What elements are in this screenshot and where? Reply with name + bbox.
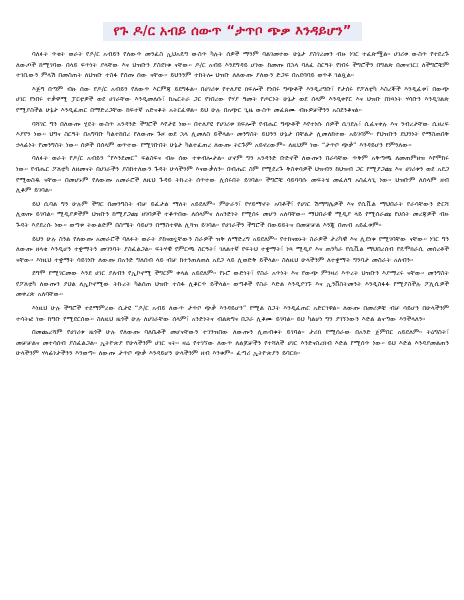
paragraph: ባሻገር ግን በለውጡ ሂደት ውስጥ አንዳንድ ችግሮች እየታዩ ነው። በተለያዩ የሀገሪቱ ክፍሎች የብሔር ግጭቶች እየተነሱ ሰዎች ሲገደሉ፣ ሲፈናቀሉ እና ንብረታቸው ሲዘረፍ እያየን ነው። ህግና ስርዓት በአግባቡ ካልተከበረ የለውጡ ጉዞ ወደ ኋላ ሊመለስ ይችላል። መንግስት ይህንን ሁኔታ በቸልታ ሊመለከተው አይገባም። የህዝቡን ደህንነት የማስጠበቅ ኃላፊነት የመንግስት ነው። ሰዎች በሰላም ወጥተው የሚገቡበት ሁኔታ ካልተፈጠረ ለውጡ ትርጉም አይኖረውም። ለዚህም ነው “ታጥቦ ጭቃ” እንዳይሆን የምንለው። (16, 119, 449, 149)
article-title: የጉ ዶ/ር አብይ ሰውጥ “ታጥቦ ጭቃ እንዳይሆን” (103, 22, 361, 41)
title-bar (16, 20, 449, 41)
paragraph: ደግሞ የሚገርመው እንደ ሀገር ያለብን የኢኮኖሚ ችግርም ቀላል አይደለም። የኑሮ ውድነት፣ የስራ አጥነት እና የውጭ ምንዛሪ እጥረት ህዝቡን እያማረሩ ናቸው። መንግስት የፖለቲካ ለውጡን ያህል ለኢኮኖሚው ትኩረት ካልሰጠ ህዝቡ ተስፋ ሊቆርጥ ይችላል። ወጣቶች የስራ እድል እንዲያገኙ እና ኢንቨስትመንት እንዲስፋፋ የሚያስችሉ ፖሊሲዎች መቀረጽ አለባቸው። (16, 269, 449, 299)
paragraph: ባለፉት ወራት የዶ/ር አብይን “የእንደመር” ፍልስፍና ብዙ ሰው ተቀብሎታል። ሆኖም ግን አንዳንድ ቡድኖች ለውጡን በራሳቸው ጥቅም አቅጣጫ ለመጠምዘዝ እየሞከሩ ነው። የብሔር ፖለቲካ ለዘመናት በሀገራችን ያስከተለውን ጉዳት ሁላችንም እናውቃለን። በብሔር ስም የሚደረጉ ቅስቀሳዎች ህዝብን ከህዝብ ጋር የሚያጋጩ እና ሀገሪቱን ወደ አደጋ የሚወስዱ ናቸው። በመሆኑም የለውጡ አመራሮች ለዚህ ጉዳይ ትኩረት ሰጥተው ሊሰሩበት ይገባል። ችግሮቹ ሳይባባሱ መፍትሄ መፈለግ አስፈላጊ ነው። ህዝቡም ለሰላም ዘብ ሊቆም ይገባል። (16, 154, 449, 195)
paragraph: እነዚህ ሁሉ ችግሮች ተደማምረው ሲታዩ “ዶ/ር አብይ ለውጥ ታጥቦ ጭቃ እንዳይሆን” የሚል ስጋት እንዲፈጠር አድርገዋል። ለውጡ በመሪዎቹ ብቻ ሳይሆን በሁላችንም ተሳትፎ ነው ከግቡ የሚደርሰው። ስለዚህ ዜጎች ሁሉ ለሀገራቸው ሰላም፣ አንድነትና ብልጽግና በጋራ ሊቆሙ ይገባል። ይህ ካልሆነ ግን ያገኘነውን እድል ልናጣው እንችላለን። (16, 304, 449, 323)
paragraph: እጅግ በጣም ብዙ ሰው የዶ/ር አብይን የለውጥ እርምጃ ይደግፋል። በሀገሪቱ የተለያዩ ክፍሎች የነበሩ ግጭቶች እንዲረግቡ፣ የታሰሩ የፖለቲካ እስረኞች እንዲፈቱ፣ በውጭ ሀገር የነበሩ ተቃዋሚ ፓርቲዎች ወደ ሀገራቸው እንዲመለሱ፣ ከኤርትራ ጋር የነበረው የሃያ ዓመት የጦርነት ሁኔታ ወደ ሰላም እንዲቀየር እና ህዝቡ በነጻነት ሃሳቡን እንዲገልጽ የሚያስችል ሁኔታ እንዲፈጠር በማድረጋቸው ከፍተኛ አድናቆት አትርፈዋል። ይህ ሁሉ በአጭር ጊዜ ውስጥ መፈጸሙ ብዙዎቻችንን አስደንቆናል። (16, 84, 449, 114)
paragraph: በመጨረሻም የሀገሪቱ ዜጎች ሁሉ የለውጡ ባለቤቶች መሆናቸውን ተገንዝበው ለውጡን ሊጠብቁት ይገባል። ታሪክ የሚሰራው በአንድ ጀምበር አይደለም። ትዕግስት፣ መቻቻልና መተሳሰብ ያስፈልጋል። ኢትዮጵያ የሁላችንም ሀገር ናት። ዛሬ የተገኘው ለውጥ ለልጆቻችን የተሻለች ሀገር እንድናስረክብ እድል የሚሰጥ ነው። ይህ እድል እንዳያመልጠን ሁላችንም ሃላፊነታችንን እንወጣ። ለውጡ ታጥቦ ጭቃ እንዳይሆን ሁላችንም ዘብ እንቁም። ፈጣሪ ኢትዮጵያን ይባርክ። (16, 328, 449, 358)
article-body (16, 49, 449, 359)
paragraph: ባለፉት ጥቂት ወራት የዶ/ር አብይን የለውጥ መንፈስ ኢህአዴግ ውስጥ ካሉት ሰዎች ማንም ባልገመተው ሁኔታ ያስገረመን ብዙ ነገር ተፈጽሟል። ሀገሪቱ ውስጥ የተደረጉ ለውጦች ከሚገባው በላይ ፍጥነት ያላቸው እና ህዝቡን ያስደነቁ ናቸው። ዶ/ር አብይ እንደግዳይ ሆነው ከመጡ በኋላ ባለፈ ስርዓት የነበሩ ችግሮችን በግልጽ በመናገር፤ ለችግሮቹም ተገቢውን ምላሽ በመስጠት ለህዝቡ ተስፋ የሰጡ ሰው ናቸው። ይህንንም ተከትሎ ህዝቡ ለለውጡ ያለውን ድጋፍ በአደባባይ ወጥቶ ገልጿል። (16, 50, 449, 80)
paragraph: ይህ ሲባል ግን ሁሉም ችግር በመንግስት ብቻ ይፈታል ማለት አይደለም። ምሁራን፣ የሃይማኖት አባቶች፣ የሀገር ሽማግሌዎች እና የሲቪል ማህበራት የራሳቸውን ድርሻ ሊወጡ ይገባል። ሚዲያዎችም ህዝቡን ከሚያጋጩ ዘገባዎች ተቆጥበው ለሰላምና ለአንድነት የሚሰሩ መሆን አለባቸው። ማህበራዊ ሚዲያ ላይ የሚሰራጩ የሀሰት መረጃዎች ብዙ ጉዳት እያደረሱ ነው። ወጣቱ ትውልድም በስሜት ሳይሆን በማስተዋል ሊጓዝ ይገባል። የሀገራችን ችግሮች በውይይትና በመቻቻል እንጂ በጠብ አይፈቱም። (16, 199, 449, 229)
paragraph: ይህን ሁሉ ስንል የለውጡ አመራሮች ባለፉት ወራት ያከናወኗቸውን ስራዎች ዝቅ ለማድረግ አይደለም። የተከናወኑት ስራዎች ታሪካዊ እና ሊደነቁ የሚገባቸው ናቸው። ነገር ግን ለውጡ ዘላቂ እንዲሆን ተቋማትን መገንባት ያስፈልጋል። ፍትሃዊ የምርጫ ስርዓት፣ ገለልተኛ የፍትህ ተቋማት፣ ነጻ ሚዲያ እና ጠንካራ የሲቪል ማህበረሰብ የዴሞክራሲ መሰረቶች ናቸው። እነዚህ ተቋማት ሳይገነቡ ለውጡ በአንድ ግለሰብ ላይ ብቻ ከተንጠለጠለ አደጋ ላይ ሊወድቅ ይችላል። ስለዚህ ሁላችንም ለተቋማት ግንባታ መስራት አለብን። (16, 234, 449, 264)
